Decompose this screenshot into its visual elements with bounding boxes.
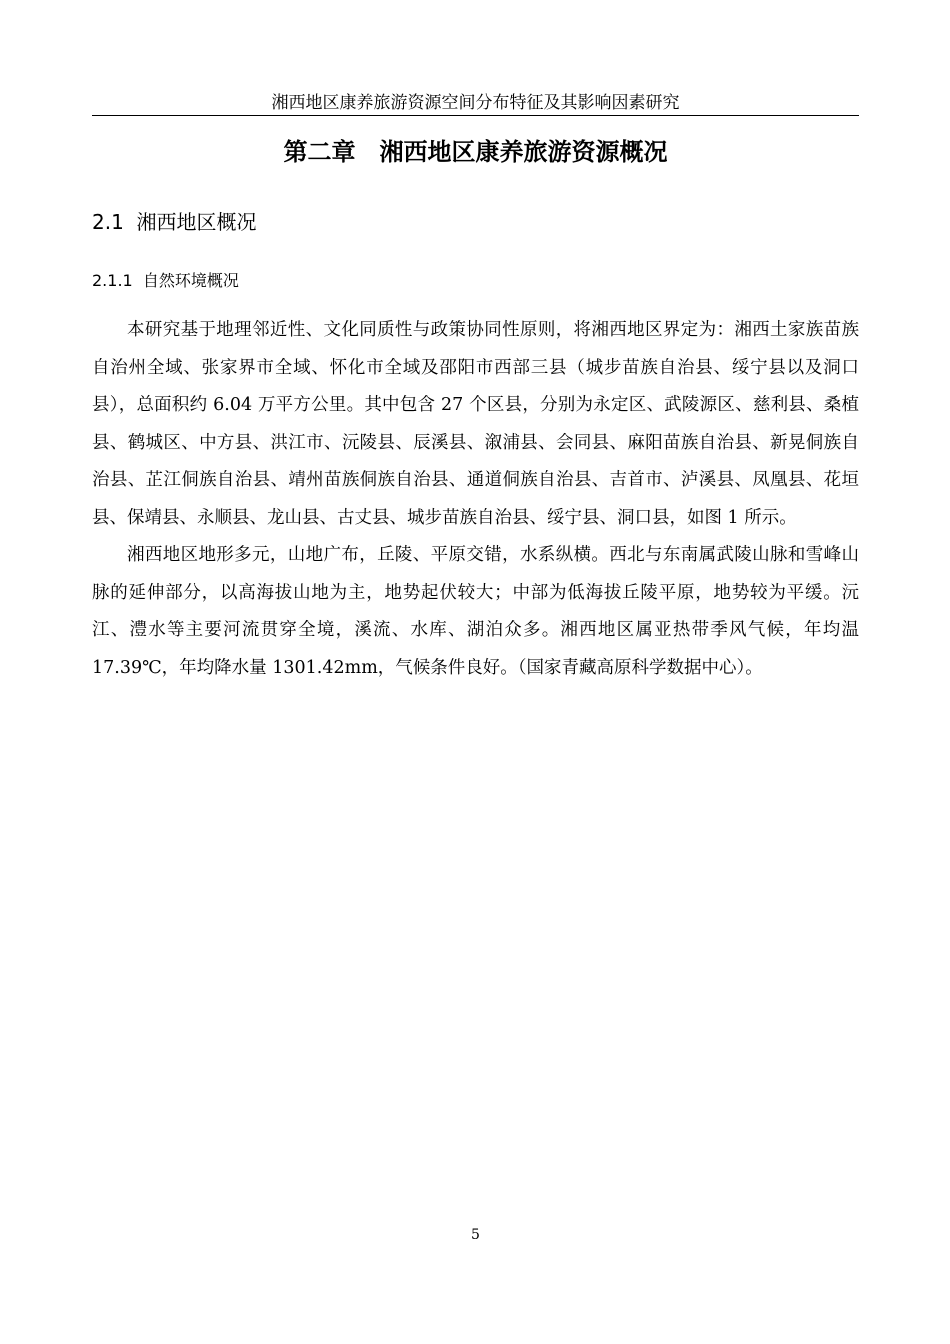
page-number: 5 [471,1227,480,1243]
header-divider [92,115,859,116]
chapter-title: 第二章 湘西地区康养旅游资源概况 [283,138,668,166]
body-text [92,312,859,687]
paragraph-natural-environment: 湘西地区地形多元，山地广布，丘陵、平原交错，水系纵横。西北与东南属武陵山脉和雪峰山脉的延伸部分，以高海拔山地为主，地势起伏较大；中部为低海拔丘陵平原，地势较为平缓。沅江、澧水等主要河流贯穿全境，溪流、水库、湖泊众多。湘西地区属亚热带季风气候，年均温 17.39℃，年均降水量 1301.42mm，气候条件良好。（国家青藏高原科学数据中心）。 [92,545,859,678]
section-heading: 2.1 湘西地区概况 [92,210,257,234]
running-header: 湘西地区康养旅游资源空间分布特征及其影响因素研究 [271,93,680,113]
subsection-heading: 2.1.1 自然环境概况 [92,271,239,290]
paragraph-region-definition: 本研究基于地理邻近性、文化同质性与政策协同性原则，将湘西地区界定为：湘西土家族苗族自治州全域、张家界市全域、怀化市全域及邵阳市西部三县（城步苗族自治县、绥宁县以及洞口县），总面积约 6.04 万平方公里。其中包含 27 个区县，分别为永定区、武陵源区、慈利县、桑植县、鹤城区、中方县、洪江市、沅陵县、辰溪县、溆浦县、会同县、麻阳苗族自治县、新晃侗族自治县、芷江侗族自治县、靖州苗族侗族自治县、通道侗族自治县、吉首市、泸溪县、凤凰县、花垣县、保靖县、永顺县、龙山县、古丈县、城步苗族自治县、绥宁县、洞口县，如图 1 所示。 [92,320,859,528]
